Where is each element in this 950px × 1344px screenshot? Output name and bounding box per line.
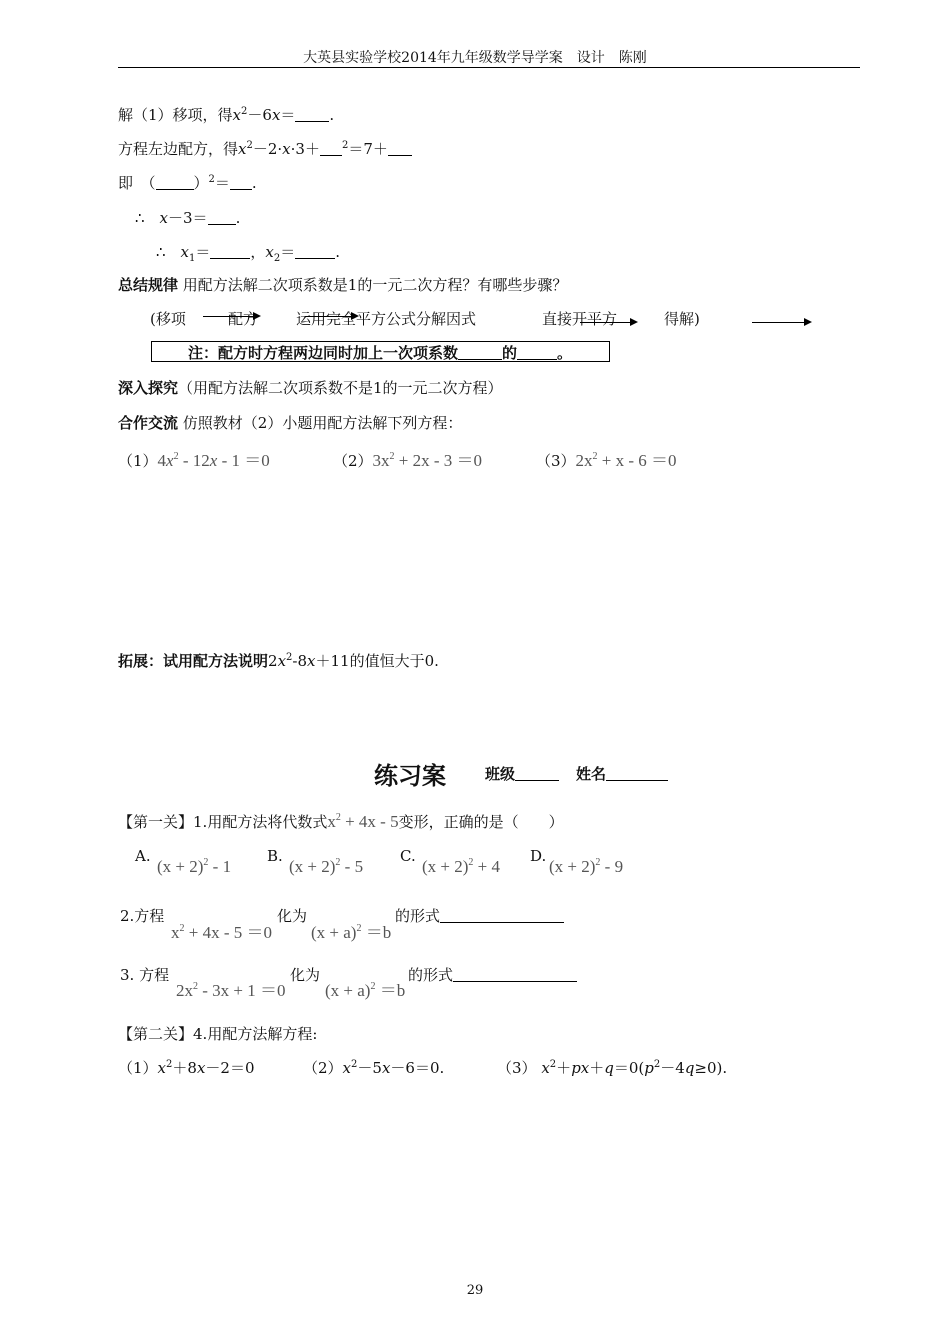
option-b-expr: $(x + 2)^2 - 5$: [289, 857, 364, 876]
level2-item-num: （3）: [497, 1059, 537, 1077]
solve-line-2-end: ＝7＋: [348, 140, 388, 158]
answer-blank[interactable]: [453, 967, 577, 982]
level1-q2-expr-text: + 4x - 5 ＝0: [184, 923, 272, 942]
blank: [295, 107, 329, 122]
arrow-2: [305, 316, 357, 317]
summary-line: [118, 274, 567, 295]
level1-q2-form-base: (x + a): [311, 923, 357, 942]
solve-line-2: 方程左边配方，得$x^2-2\cdot x\cdot 3+ ^2=7+$: [118, 138, 412, 159]
arrow-3: [580, 322, 636, 323]
coop-item-3: $(3)2x^2 + x - 6 =0$: [536, 451, 677, 470]
coop-item-1-a: 4: [157, 451, 167, 470]
solve-line-5-end: ＝: [280, 243, 296, 261]
step-3: 运用完全平方公式分解因式: [296, 310, 477, 328]
coop-item-2-a: 3: [372, 451, 382, 470]
note-prefix: 注：配方时方程两边同时加上一次项系数: [188, 344, 459, 362]
coop-item-1-b: - 12: [178, 451, 210, 470]
extend-label: 拓展：试用配方法说明: [118, 652, 269, 670]
solve-line-1-rest: －6: [247, 106, 272, 124]
coop-item-1-c: - 1 ＝0: [217, 451, 270, 470]
blank: [320, 141, 342, 156]
note-mid: 的: [502, 344, 518, 362]
option-d-tail: - 9: [600, 857, 624, 876]
coop-item-2-c: - 3 ＝0: [429, 451, 483, 470]
blank: [458, 345, 502, 360]
extend-line: 拓展：试用配方法说明$2x^2-8x+11$的值恒大于0.: [118, 652, 439, 670]
solve-line-5-mid: ＝: [195, 243, 211, 261]
blank: [230, 175, 252, 190]
option-d[interactable]: [530, 847, 546, 865]
level2-item-3: （3） $x^2+px+q=0(p^2-4q\ge 0)$.: [497, 1059, 728, 1077]
name-blank[interactable]: [606, 766, 668, 781]
level1-q3-label: 3. 方程: [120, 966, 170, 984]
option-a-base: (x + 2): [157, 857, 204, 876]
level1-tag: 【第一关】: [118, 813, 194, 831]
extend-expr-c: ＋11: [315, 652, 350, 670]
option-a-expr: $(x + 2)^2 - 1$: [157, 857, 232, 876]
solve-line-1: 解（1）移项，得$x^2-6x=$ .: [118, 106, 335, 124]
solve-line-4: ∴ x－3＝ .: [135, 209, 241, 227]
extend-tail: 的值恒大于0.: [349, 652, 439, 670]
level1-q3-tail-text: 的形式: [408, 966, 454, 984]
option-b-base: (x + 2): [289, 857, 336, 876]
level1-q3-form: $(x + a)^2 =b$: [325, 981, 406, 1000]
solve-line-1-prefix: 解（1）移项，得: [118, 106, 233, 124]
level2-tag: 【第二关】: [118, 1025, 194, 1043]
level2-item-2-text: －5: [357, 1059, 382, 1077]
level1-q2-tail: [395, 905, 564, 926]
coop-item-num: （2）: [333, 452, 373, 470]
solve-line-5-prefix: ∴: [156, 243, 181, 261]
arrow-1: [203, 316, 259, 317]
solve-line-3: 即 （ ）$^2$＝ .: [118, 174, 257, 192]
level1-q3-expr: $2x^2 - 3x + 1 =0$: [176, 981, 286, 1000]
level1-q3-expr-text: - 3x + 1 ＝0: [198, 981, 286, 1000]
note-text: [188, 342, 572, 363]
solve-line-3-prefix: 即 （: [118, 174, 156, 192]
option-d-base: (x + 2): [549, 857, 596, 876]
level1-q3-form-base: (x + a): [325, 981, 371, 1000]
solve-line-2-prefix: 方程左边配方，得: [118, 140, 239, 158]
blank: [156, 175, 194, 190]
class-field: [485, 763, 559, 784]
coop-label: 合作交流: [118, 414, 179, 432]
coop-item-num: （1）: [118, 452, 158, 470]
solve-line-2-mid2: ·3＋: [290, 140, 320, 158]
blank: [208, 210, 236, 225]
explore-label: 深入探究: [118, 379, 179, 397]
step-5: 得解): [664, 310, 700, 328]
name-field: [576, 763, 668, 784]
solve-line-5: ∴ $x_1=$ ，$x_2=$ .: [156, 243, 341, 264]
step-1: (移项: [150, 310, 186, 328]
level1-q1-tail: 变形，正确的是（ ）: [398, 813, 564, 831]
level2-item-2: $(2)x^2-5x-6=0$.: [303, 1059, 445, 1077]
option-c-tail: + 4: [473, 857, 501, 876]
page-number: 29: [466, 1283, 484, 1298]
coop-item-num: （3）: [536, 452, 576, 470]
coop-item-2-b: + 2: [394, 451, 422, 470]
option-b[interactable]: [267, 847, 283, 865]
option-b-tail: - 5: [340, 857, 364, 876]
level1-q2-form-tail: ＝b: [361, 923, 392, 942]
summary-label: 总结规律: [118, 276, 179, 294]
coop-item-3-a: 2: [575, 451, 585, 470]
option-c-expr: $(x + 2)^2 + 4$: [422, 857, 501, 876]
note-end: 。: [557, 344, 573, 362]
solve-line-3-end: ＝: [214, 174, 230, 192]
summary-text: 用配方法解二次项系数是1的一元二次方程？有哪些步骤？: [182, 276, 568, 294]
level2-item-3-end: －4: [660, 1059, 685, 1077]
step-4: 直接开平方: [542, 310, 618, 328]
class-label: 班级: [485, 765, 516, 783]
coop-item-2: $(2)3x^2 + 2x - 3 =0$: [333, 451, 483, 470]
level2-item-num: （2）: [303, 1059, 343, 1077]
blank: [295, 244, 335, 259]
level2-item-3-tail: ＝0(: [613, 1059, 645, 1077]
level1-q2-form: $(x + a)^2 =b$: [311, 923, 392, 942]
level2-item-1: $(1)x^2+8x-2=0$: [118, 1059, 255, 1077]
level2-item-3-end2: ≥0).: [694, 1059, 728, 1077]
practice-title-row: [374, 756, 446, 791]
solve-line-2-mid: －2·: [252, 140, 283, 158]
level1-q3-mid: 化为: [290, 966, 321, 984]
level1-q2-label: 2.方程: [120, 907, 165, 925]
option-label: C.: [400, 847, 416, 865]
option-label: B.: [267, 847, 283, 865]
practice-title: 练习案: [374, 761, 446, 790]
level2-line: [118, 1023, 317, 1044]
solve-line-5-sep: ，: [250, 243, 266, 261]
option-c[interactable]: [400, 847, 416, 865]
level1-q3-form-tail: ＝b: [375, 981, 406, 1000]
level1-q3-tail: [408, 964, 577, 985]
option-a[interactable]: [135, 847, 151, 865]
level2-item-1-text: ＋8: [172, 1059, 197, 1077]
solve-line-4-rest: －3＝: [168, 209, 208, 227]
level1-q1-expr: + 4x - 5: [340, 812, 399, 831]
coop-text: 仿照教材（2）小题用配方法解下列方程：: [178, 414, 463, 432]
answer-blank[interactable]: [440, 908, 564, 923]
extend-expr-b: -8: [292, 652, 308, 670]
solve-line-3-mid: ）: [193, 174, 209, 192]
coop-line: [118, 412, 462, 433]
option-c-base: (x + 2): [422, 857, 469, 876]
level1-q2-expr: $x^2 + 4x - 5 =0$: [171, 923, 272, 942]
explore-line: [118, 377, 503, 398]
coop-item-3-b: + x - 6 ＝0: [597, 451, 677, 470]
level2-item-2-tail: －6＝0.: [390, 1059, 445, 1077]
option-label: D.: [530, 847, 547, 865]
option-d-expr: $(x + 2)^2 - 9$: [549, 857, 624, 876]
explore-text: （用配方法解二次项系数不是1的一元二次方程）: [178, 379, 503, 397]
blank: [388, 141, 412, 156]
level1-q2-tail-text: 的形式: [395, 907, 441, 925]
header-rule: [118, 67, 860, 68]
level2-item-1-tail: －2＝0: [205, 1059, 255, 1077]
blank: [210, 244, 250, 259]
level1-q1: 【第一关】1.用配方法将代数式$x^2 + 4x - 5$变形，正确的是（ ）: [118, 812, 564, 831]
solve-line-4-prefix: ∴: [135, 209, 160, 227]
blank: [517, 345, 557, 360]
level2-item-num: （1）: [118, 1059, 158, 1077]
page-header: 大英县实验学校2014年九年级数学导学案 设计 陈刚: [303, 50, 647, 66]
class-blank[interactable]: [515, 766, 559, 781]
level2-q4: 4.用配方法解方程:: [193, 1025, 318, 1043]
arrow-4: [752, 322, 810, 323]
coop-item-1: $(1)4x^2 - 12x - 1 =0$: [118, 451, 270, 470]
option-a-tail: - 1: [208, 857, 232, 876]
step-2: 配方: [228, 310, 259, 328]
level1-q2-mid: 化为: [277, 907, 308, 925]
option-label: A.: [135, 847, 151, 865]
level1-q1-text: 1.用配方法将代数式: [193, 813, 328, 831]
level2-item-3-text: ＋: [556, 1059, 572, 1077]
extend-expr-a: 2: [268, 652, 278, 670]
solve-line-1-end: ＝: [280, 106, 296, 124]
name-label: 姓名: [576, 765, 607, 783]
